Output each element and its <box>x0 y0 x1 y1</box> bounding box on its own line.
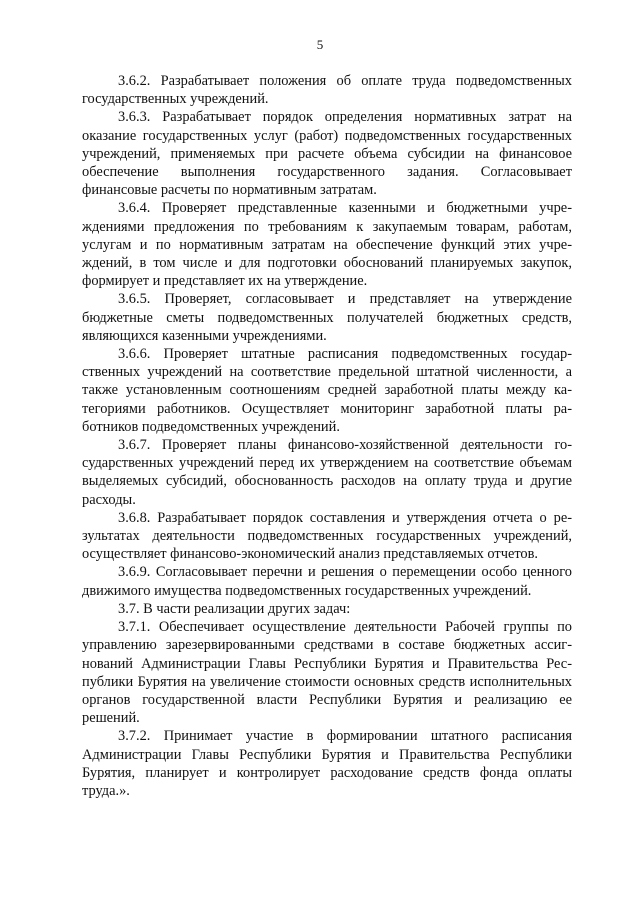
paragraph-3-6-4: 3.6.4. Проверяет представленные казенными и бюджетными учреждениями предложения по требованиям к закупаемым товарам, работам, услугам и по нормативным затратам на обеспечение функций этих учреждений, в том числе и для подготовки обоснований планируемых закупок, формирует и представляет их на утверждение. <box>82 200 572 290</box>
paragraph-3-6-9: 3.6.9. Согласовывает перечни и решения о перемещении особо ценного движимого имущества подведомственных государственных учреждений. <box>82 564 572 599</box>
paragraph-3-7-1: 3.7.1. Обеспечивает осуществление деятельности Рабочей группы по управлению зарезервированными средствами в составе бюджетных ассигнований Администрации Главы Республики Бурятия и Правительства Республики Бурятия на увеличение стоимости основных средств исполнительных органов государственной власти Республики Бурятия и реализацию ее решений. <box>82 619 572 727</box>
paragraph-3-6-7: 3.6.7. Проверяет планы финансово-хозяйственной деятельности государственных учреждений перед их утверждением на соответствие объемам выделяемых субсидий, обоснованность расходов на оплату труда и другие расходы. <box>82 437 572 508</box>
paragraph-3-6-5: 3.6.5. Проверяет, согласовывает и представляет на утверждение бюджетные сметы подведомственных получателей бюджетных средств, являющихся казенными учреждениями. <box>82 291 572 344</box>
paragraph-3-6-8: 3.6.8. Разрабатывает порядок составления и утверждения отчета о результатах деятельности подведомственных государственных учреждений, осуществляет финансово-экономический анализ представляемых отчетов. <box>82 509 572 563</box>
paragraph-3-7: 3.7. В части реализации других задач: <box>118 600 351 617</box>
paragraph-3-6-3: 3.6.3. Разрабатывает порядок определения нормативных затрат на оказание государственных услуг (работ) подведомственных государственных учреждений, применяемых при расчете объема субсидии на финансовое обеспечение выполнения государственного задания. Согласовывает финансовые расчеты по нормативным затратам. <box>82 109 572 199</box>
paragraph-3-7-2: 3.7.2. Принимает участие в формировании штатного расписания Администрации Главы Республики Бурятия и Правительства Республики Бурятия, планирует и контролирует расходование средств фонда оплаты труда.». <box>82 728 572 799</box>
document-body <box>82 72 572 800</box>
page-number: 5 <box>316 37 324 52</box>
paragraph-3-6-6: 3.6.6. Проверяет штатные расписания подведомственных государственных учреждений на соответствие предельной штатной численности, а также установленным соотношениям средней заработной платы между категориями работников. Осуществляет мониторинг заработной платы работников подведомственных учреждений. <box>82 346 572 435</box>
paragraph-3-6-2: 3.6.2. Разрабатывает положения об оплате труда подведомственных государственных учреждений. <box>82 73 572 108</box>
